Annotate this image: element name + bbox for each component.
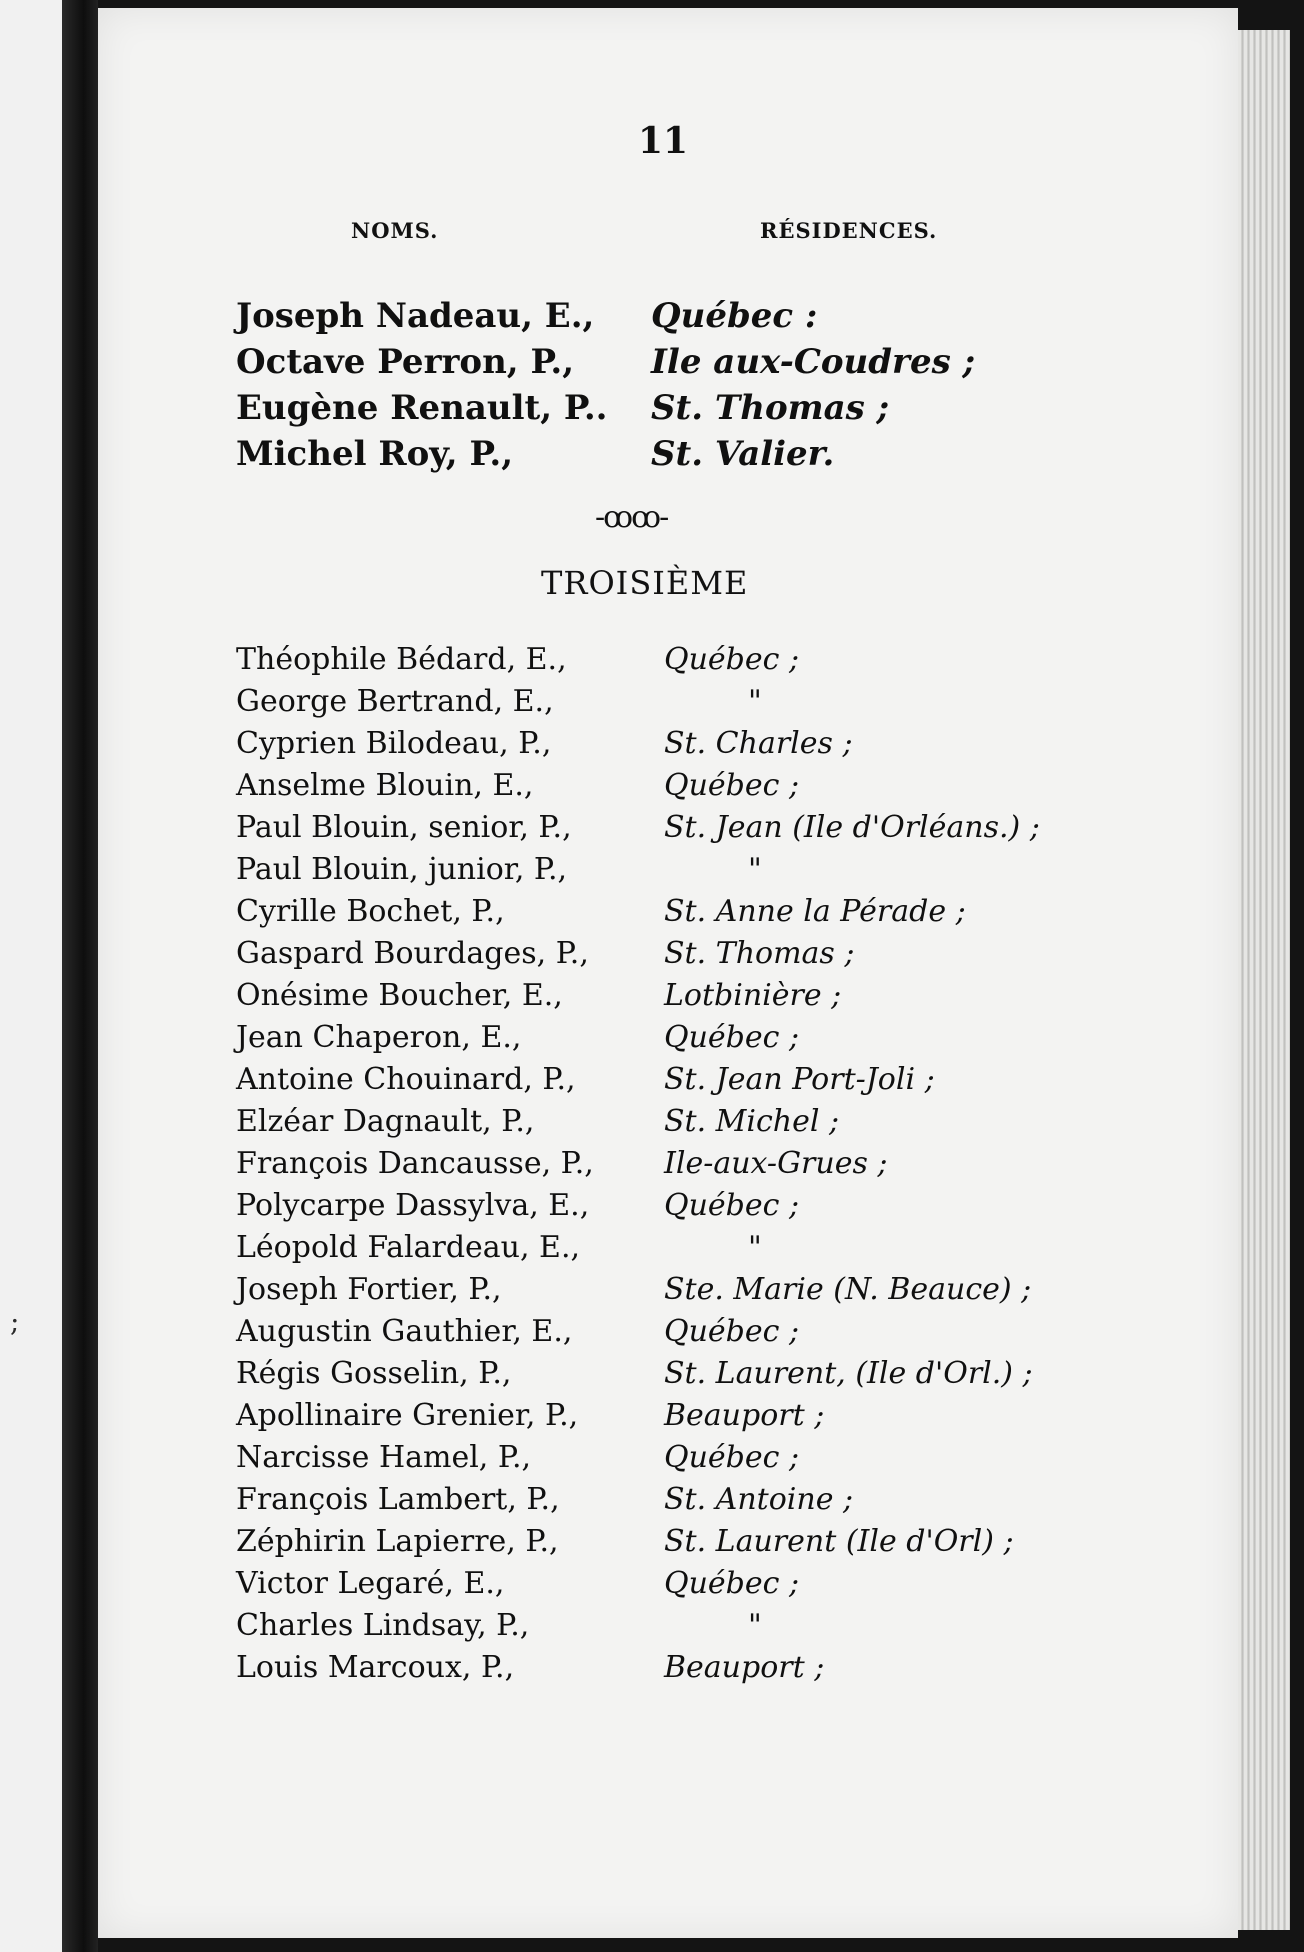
- person-residence: St. Michel ;: [664, 1104, 840, 1139]
- person-residence: St. Valier.: [651, 434, 835, 474]
- person-name: Louis Marcoux, P.,: [236, 1650, 515, 1685]
- person-name: Cyrille Bochet, P.,: [236, 894, 505, 929]
- person-name: Elzéar Dagnault, P.,: [236, 1104, 535, 1139]
- person-name: Jean Chaperon, E.,: [236, 1020, 522, 1055]
- person-name: Michel Roy, P.,: [236, 434, 514, 474]
- person-name: Apollinaire Grenier, P.,: [236, 1398, 579, 1433]
- person-residence: St. Antoine ;: [664, 1482, 854, 1517]
- ornament-divider: -ꝏꝏ-: [595, 500, 668, 535]
- person-name: Anselme Blouin, E.,: [236, 768, 534, 803]
- person-residence: Québec ;: [664, 1188, 800, 1223]
- person-name: Joseph Nadeau, E.,: [236, 296, 595, 336]
- person-name: Régis Gosselin, P.,: [236, 1356, 512, 1391]
- ditto-mark: ": [748, 1230, 762, 1265]
- person-name: Octave Perron, P.,: [236, 342, 575, 382]
- facing-page-margin: [0, 0, 62, 1952]
- person-residence: Québec ;: [664, 1020, 800, 1055]
- ditto-mark: ": [748, 684, 762, 719]
- person-name: Zéphirin Lapierre, P.,: [236, 1524, 559, 1559]
- person-residence: St. Charles ;: [664, 726, 853, 761]
- person-residence: Beauport ;: [664, 1398, 825, 1433]
- person-name: Narcisse Hamel, P.,: [236, 1440, 532, 1475]
- page-number: 11: [638, 120, 689, 162]
- person-name: François Lambert, P.,: [236, 1482, 560, 1517]
- book-gutter: [62, 0, 98, 1952]
- book-page: [98, 8, 1238, 1938]
- person-name: Eugène Renault, P..: [236, 388, 608, 428]
- person-name: Gaspard Bourdages, P.,: [236, 936, 589, 971]
- ditto-mark: ": [748, 1608, 762, 1643]
- page-edges: [1238, 30, 1290, 1930]
- section-title: TROISIÈME: [541, 564, 749, 602]
- person-name: Antoine Chouinard, P.,: [236, 1062, 576, 1097]
- person-residence: Ile aux-Coudres ;: [651, 342, 976, 382]
- column-heading-names: NOMS.: [351, 218, 439, 243]
- person-residence: St. Thomas ;: [664, 936, 855, 971]
- person-name: Cyprien Bilodeau, P.,: [236, 726, 552, 761]
- person-name: Paul Blouin, senior, P.,: [236, 810, 572, 845]
- person-residence: Québec ;: [664, 1566, 800, 1601]
- person-name: Augustin Gauthier, E.,: [236, 1314, 573, 1349]
- person-name: Polycarpe Dassylva, E.,: [236, 1188, 590, 1223]
- person-name: Charles Lindsay, P.,: [236, 1608, 530, 1643]
- person-residence: Ile-aux-Grues ;: [664, 1146, 888, 1181]
- stray-mark: ;: [10, 1305, 20, 1338]
- person-name: George Bertrand, E.,: [236, 684, 554, 719]
- person-residence: Ste. Marie (N. Beauce) ;: [664, 1272, 1032, 1307]
- person-name: François Dancausse, P.,: [236, 1146, 594, 1181]
- ditto-mark: ": [748, 852, 762, 887]
- person-name: Victor Legaré, E.,: [236, 1566, 505, 1601]
- person-residence: Québec ;: [664, 768, 800, 803]
- person-name: Onésime Boucher, E.,: [236, 978, 563, 1013]
- person-name: Paul Blouin, junior, P.,: [236, 852, 568, 887]
- person-residence: Québec :: [651, 296, 818, 336]
- person-residence: Lotbinière ;: [664, 978, 842, 1013]
- person-residence: St. Jean Port-Joli ;: [664, 1062, 935, 1097]
- person-residence: Beauport ;: [664, 1650, 825, 1685]
- person-residence: St. Jean (Ile d'Orléans.) ;: [664, 810, 1040, 845]
- person-name: Joseph Fortier, P.,: [236, 1272, 502, 1307]
- column-heading-residences: RÉSIDENCES.: [760, 218, 938, 243]
- person-residence: St. Laurent (Ile d'Orl) ;: [664, 1524, 1014, 1559]
- person-residence: St. Thomas ;: [651, 388, 890, 428]
- person-residence: St. Anne la Pérade ;: [664, 894, 966, 929]
- person-residence: Québec ;: [664, 1440, 800, 1475]
- person-name: Théophile Bédard, E.,: [236, 642, 567, 677]
- person-residence: Québec ;: [664, 1314, 800, 1349]
- person-residence: St. Laurent, (Ile d'Orl.) ;: [664, 1356, 1033, 1391]
- person-residence: Québec ;: [664, 642, 800, 677]
- person-name: Léopold Falardeau, E.,: [236, 1230, 581, 1265]
